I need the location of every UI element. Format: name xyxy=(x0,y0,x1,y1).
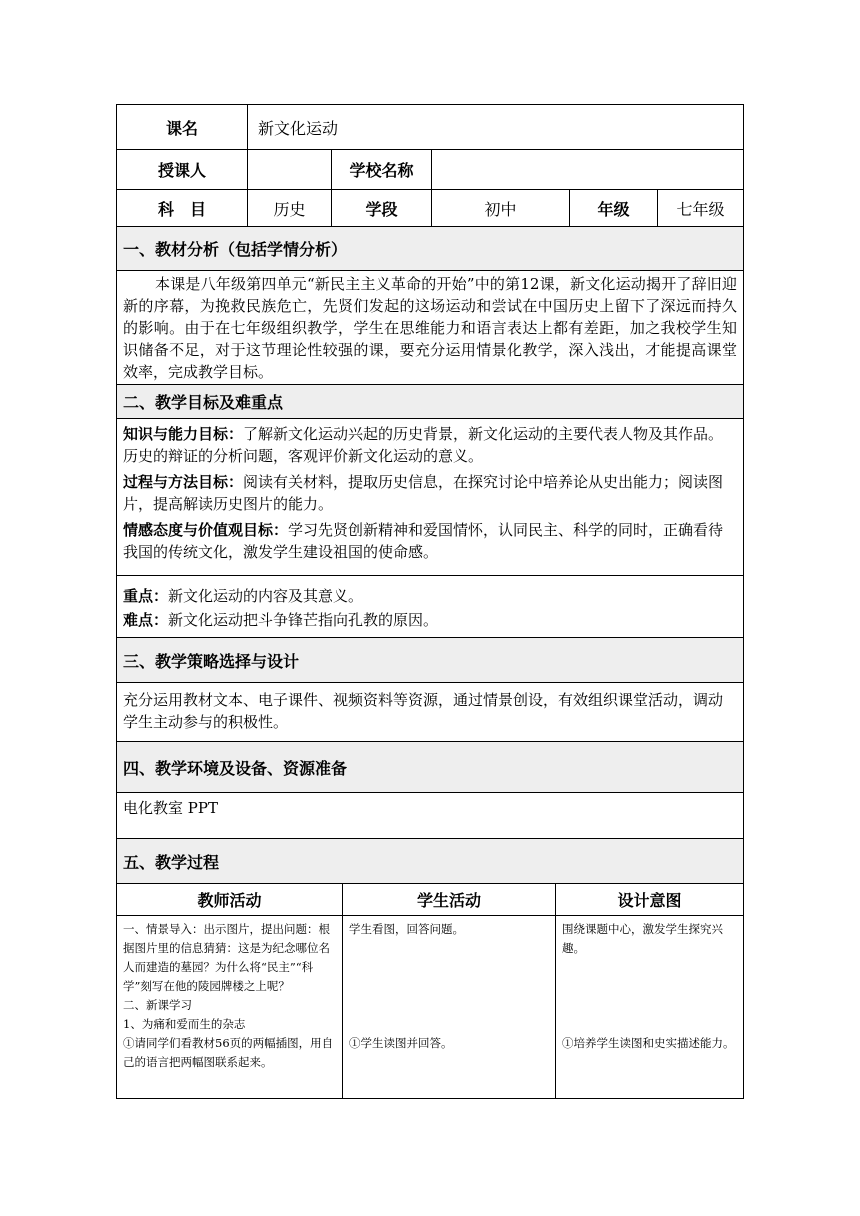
teacher-step-intro: 一、情景导入：出示图片，提出问题：根据图片里的信息猜猜：这是为纪念哪位名人而建造的墓园？为什么将“民主”“科学”刻写在他的陵园牌楼之上呢？ xyxy=(123,922,330,993)
goal2-text: 阅读有关材料，提取历史信息，在探究讨论中培养论从史出能力；阅读图片，提高解读历史图片的能力。 xyxy=(123,473,724,513)
goal3-label: 情感态度与价值观目标： xyxy=(123,521,289,539)
intent-step-2: ①培养学生读图和史实描述能力。 xyxy=(562,1036,735,1050)
process-header-row xyxy=(116,884,744,916)
teacher-row xyxy=(116,150,744,190)
header-design-intent: 设计意图 xyxy=(617,891,682,910)
stage-label: 学段 xyxy=(332,190,432,226)
intent-step-1: 围绕课题中心，激发学生探究兴趣。 xyxy=(562,922,723,955)
grade-label: 年级 xyxy=(570,190,658,226)
subject-value: 历史 xyxy=(248,190,332,226)
school-value xyxy=(432,150,743,189)
header-teacher-activity: 教师活动 xyxy=(117,884,343,915)
key-text: 新文化运动的内容及其意义。 xyxy=(168,587,364,605)
subject-label: 科 目 xyxy=(117,190,248,226)
header-student-activity: 学生活动 xyxy=(343,884,556,915)
stage-value: 初中 xyxy=(432,190,570,226)
subject-row xyxy=(116,190,744,227)
goal3-text: 学习先贤创新精神和爱国情怀，认同民主、科学的同时，正确看待我国的传统文化，激发学生建设祖国的使命感。 xyxy=(123,521,724,561)
student-step-2: ①学生读图并回答。 xyxy=(349,1036,453,1050)
goal2-label: 过程与方法目标： xyxy=(123,473,244,491)
section-4-text: 电化教室 PPT xyxy=(116,793,744,839)
key-points-block xyxy=(116,576,744,638)
section-2-title: 二、教学目标及难重点 xyxy=(116,385,744,419)
teacher-activity-cell xyxy=(117,916,343,1098)
section-3-text: 充分运用教材文本、电子课件、视频资料等资源，通过情景创设，有效组织课堂活动，调动学生主动参与的积极性。 xyxy=(116,683,744,742)
design-intent-cell xyxy=(556,916,743,1098)
goal1-text: 了解新文化运动兴起的历史背景，新文化运动的主要代表人物及其作品。历史的辩证的分析问题，客观评价新文化运动的意义。 xyxy=(123,425,724,465)
grade-value: 七年级 xyxy=(676,199,725,219)
lesson-plan-table xyxy=(116,104,744,1099)
goal1-label: 知识与能力目标： xyxy=(123,425,244,443)
teacher-label: 授课人 xyxy=(117,150,248,189)
student-activity-cell xyxy=(343,916,556,1098)
key-label: 重点： xyxy=(123,587,169,605)
section-5-title: 五、教学过程 xyxy=(116,839,744,884)
teacher-step-magazine: 1、为痛和爱而生的杂志 xyxy=(123,1017,246,1031)
course-row xyxy=(116,104,744,150)
goals-block xyxy=(116,419,744,576)
student-step-1: 学生看图，回答问题。 xyxy=(349,922,464,936)
teacher-step-illustrations: ①请同学们看教材56页的两幅插图，用自己的语言把两幅图联系起来。 xyxy=(123,1036,334,1069)
teacher-step-new-lesson: 二、新课学习 xyxy=(123,998,192,1012)
section-1-text: 本课是八年级第四单元“新民主主义革命的开始”中的第12课，新文化运动揭开了辞旧迎新的序幕，为挽救民族危亡，先贤们发起的这场运动和尝试在中国历史上留下了深远而持久的影响。由于在七年级组织教学，学生在思维能力和语言表达上都有差距，加之我校学生知识储备不足，对于这节理论性较强的课，要充分运用情景化教学，深入浅出，才能提高课堂效率，完成教学目标。 xyxy=(116,271,744,385)
teacher-value xyxy=(248,150,332,189)
course-value: 新文化运动 xyxy=(258,118,339,138)
process-row xyxy=(116,916,744,1099)
school-label: 学校名称 xyxy=(332,150,432,189)
section-3-title: 三、教学策略选择与设计 xyxy=(116,638,744,683)
section-1-title: 一、教材分析（包括学情分析） xyxy=(116,227,744,271)
difficulty-label: 难点： xyxy=(123,611,169,629)
section-4-title: 四、教学环境及设备、资源准备 xyxy=(116,742,744,793)
difficulty-text: 新文化运动把斗争锋芒指向孔教的原因。 xyxy=(168,611,439,629)
course-label: 课名 xyxy=(117,105,248,149)
